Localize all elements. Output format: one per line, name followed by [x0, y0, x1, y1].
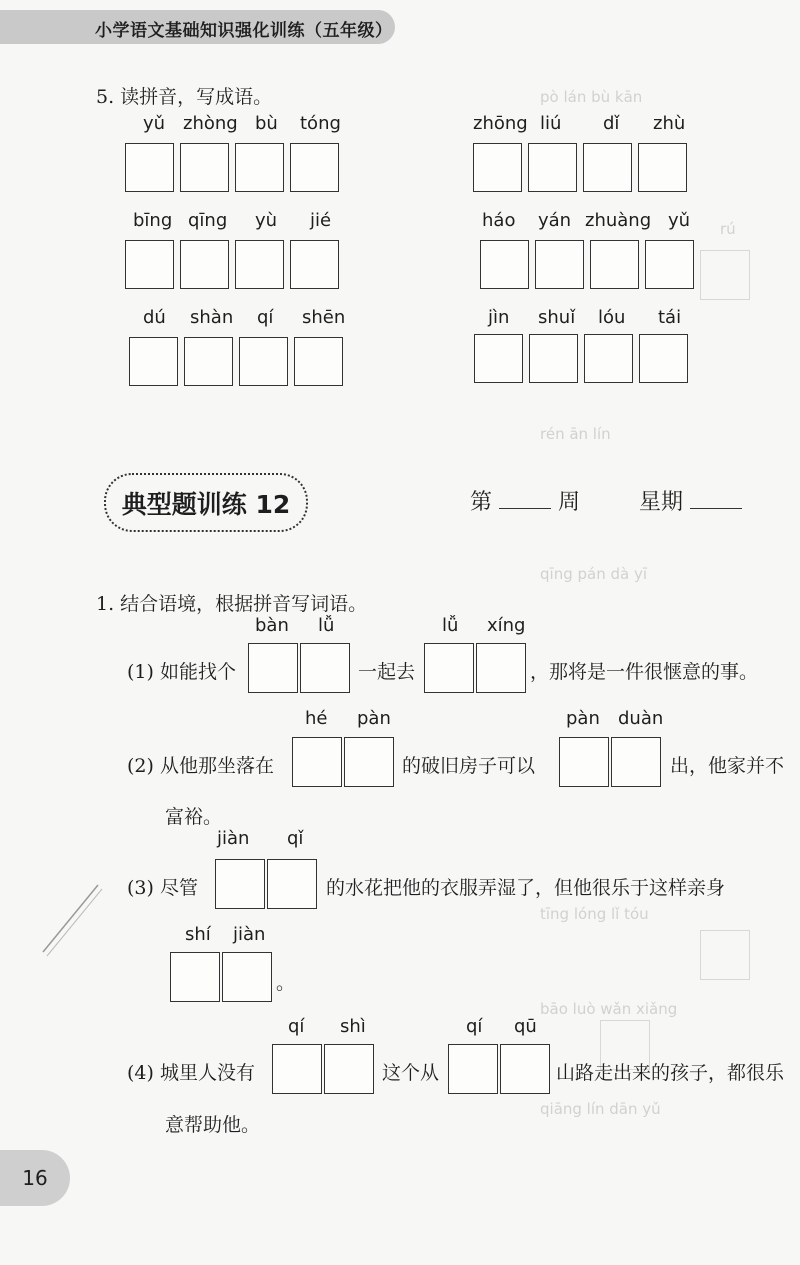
pinyin: háo: [482, 210, 516, 231]
answer-box[interactable]: [473, 143, 522, 192]
sentence-text: 。: [276, 972, 296, 994]
pinyin: zhōng: [473, 113, 528, 134]
pinyin: bù: [255, 113, 278, 134]
sentence-text: ，那将是一件很惬意的事。: [530, 661, 759, 683]
answer-box[interactable]: [528, 143, 577, 192]
word-answer-boxes: [292, 737, 396, 787]
pinyin: dú: [143, 307, 166, 328]
pinyin: qí: [257, 307, 274, 328]
answer-box[interactable]: [235, 143, 284, 192]
week-suffix: 周: [558, 490, 581, 515]
question-5-title: 5. 读拼音，写成语。: [96, 86, 273, 108]
pinyin: qí: [288, 1016, 305, 1037]
bleed-through: bāo luò wǎn xiǎng: [540, 1000, 678, 1018]
pencil-mark: [38, 880, 108, 960]
answer-box[interactable]: [215, 859, 265, 909]
question-1-title: 1. 结合语境，根据拼音写词语。: [96, 593, 368, 615]
word-answer-boxes: [424, 643, 528, 693]
section-title-badge: [104, 473, 308, 532]
answer-box[interactable]: [590, 240, 639, 289]
sentence-text: 山路走出来的孩子，都很乐: [556, 1062, 785, 1084]
answer-box[interactable]: [125, 240, 174, 289]
answer-box[interactable]: [184, 337, 233, 386]
answer-box[interactable]: [235, 240, 284, 289]
pinyin: tái: [658, 307, 682, 328]
answer-box[interactable]: [611, 737, 661, 787]
sentence-text: 的破旧房子可以: [402, 755, 536, 777]
pinyin: bīng: [133, 210, 173, 231]
pinyin: lóu: [598, 307, 626, 328]
idiom-answer-grid: [125, 240, 345, 289]
answer-box[interactable]: [535, 240, 584, 289]
weekday-label: 星期: [639, 490, 684, 515]
pinyin: qīng: [188, 210, 228, 231]
answer-box[interactable]: [125, 143, 174, 192]
section-title: 典型题训练 12: [121, 489, 291, 519]
sentence-4: [127, 1058, 255, 1085]
answer-box[interactable]: [639, 334, 688, 383]
sentence-number: (4): [127, 1062, 154, 1084]
answer-box[interactable]: [290, 240, 339, 289]
idiom-answer-grid: [473, 143, 693, 192]
pinyin: jié: [310, 210, 332, 231]
pinyin: shàn: [190, 307, 234, 328]
answer-box[interactable]: [292, 737, 342, 787]
pinyin: yán: [538, 210, 572, 231]
pinyin: tóng: [300, 113, 341, 134]
pinyin: jiàn: [233, 924, 266, 945]
sentence-text: 城里人没有: [159, 1062, 255, 1084]
pinyin: qū: [514, 1016, 537, 1037]
answer-box[interactable]: [170, 952, 220, 1002]
sentence-number: (2): [127, 755, 154, 777]
pinyin: zhuàng: [585, 210, 652, 231]
answer-box[interactable]: [248, 643, 298, 693]
answer-box[interactable]: [222, 952, 272, 1002]
word-answer-boxes: [559, 737, 663, 787]
answer-box[interactable]: [559, 737, 609, 787]
answer-box[interactable]: [500, 1044, 550, 1094]
word-answer-boxes: [215, 859, 319, 909]
answer-box[interactable]: [290, 143, 339, 192]
pinyin: yǔ: [668, 210, 691, 231]
sentence-text: 如能找个: [159, 661, 236, 683]
sentence-text: 意帮助他。: [165, 1114, 261, 1136]
sentence-text: 尽管: [159, 877, 198, 899]
pinyin: jìn: [488, 307, 510, 328]
idiom-answer-grid: [129, 337, 349, 386]
week-number-blank[interactable]: [499, 490, 551, 509]
answer-box[interactable]: [584, 334, 633, 383]
pinyin: lǚ: [318, 615, 335, 636]
answer-box[interactable]: [424, 643, 474, 693]
page-header-title: 小学语文基础知识强化训练（五年级）: [95, 21, 393, 41]
week-day-line: [470, 485, 742, 516]
pinyin: jiàn: [217, 828, 250, 849]
sentence-text: 从他那坐落在: [159, 755, 274, 777]
word-answer-boxes: [248, 643, 352, 693]
pinyin: pàn: [357, 708, 391, 729]
sentence-text: 的水花把他的衣服弄湿了，但他很乐于这样亲身: [326, 877, 726, 899]
bleed-through: tīng lóng lǐ tóu: [540, 905, 649, 923]
pinyin: shì: [340, 1016, 366, 1037]
answer-box[interactable]: [638, 143, 687, 192]
pinyin: liú: [540, 113, 562, 134]
answer-box[interactable]: [645, 240, 694, 289]
bleed-through: qiāng lín dān yǔ: [540, 1100, 661, 1118]
bleed-through: qīng pán dà yī: [540, 565, 647, 583]
pinyin: zhù: [653, 113, 686, 134]
pinyin: shí: [185, 924, 211, 945]
answer-box[interactable]: [180, 143, 229, 192]
pinyin: shuǐ: [538, 307, 576, 328]
pinyin: dǐ: [603, 113, 620, 134]
sentence-text: 一起去: [358, 661, 416, 683]
pinyin: bàn: [255, 615, 289, 636]
idiom-answer-grid: [480, 240, 700, 289]
answer-box[interactable]: [129, 337, 178, 386]
answer-box[interactable]: [300, 643, 350, 693]
answer-box[interactable]: [272, 1044, 322, 1094]
pinyin: lǚ: [442, 615, 459, 636]
answer-box[interactable]: [267, 859, 317, 909]
pinyin: duàn: [618, 708, 664, 729]
sentence-number: (1): [127, 661, 154, 683]
answer-box[interactable]: [324, 1044, 374, 1094]
answer-box[interactable]: [180, 240, 229, 289]
answer-box[interactable]: [529, 334, 578, 383]
answer-box[interactable]: [583, 143, 632, 192]
pinyin: yù: [255, 210, 278, 231]
page-number: 16: [0, 1150, 70, 1206]
bleed-through: rén ān lín: [540, 425, 611, 443]
pinyin: xíng: [487, 615, 526, 636]
week-prefix: 第: [470, 490, 493, 515]
sentence-2: [127, 751, 274, 778]
answer-box[interactable]: [476, 643, 526, 693]
sentence-1: [127, 657, 236, 684]
word-answer-boxes: [448, 1044, 552, 1094]
idiom-answer-grid: [125, 143, 345, 192]
pinyin: hé: [305, 708, 328, 729]
pinyin: qǐ: [287, 828, 304, 849]
bleed-through: [700, 930, 750, 980]
sentence-text: 这个从: [382, 1062, 440, 1084]
pinyin: yǔ: [143, 113, 166, 134]
pinyin: qí: [466, 1016, 483, 1037]
answer-box[interactable]: [474, 334, 523, 383]
pinyin: pàn: [566, 708, 600, 729]
sentence-text: 富裕。: [165, 806, 223, 828]
sentence-3: [127, 873, 198, 900]
bleed-through: [700, 250, 750, 300]
bleed-through: pò lán bù kān: [540, 88, 643, 106]
pinyin: shēn: [302, 307, 346, 328]
bleed-through: rú: [720, 220, 736, 238]
word-answer-boxes: [272, 1044, 376, 1094]
answer-box[interactable]: [294, 337, 343, 386]
answer-box[interactable]: [239, 337, 288, 386]
pinyin: zhòng: [183, 113, 238, 134]
weekday-blank[interactable]: [690, 490, 742, 509]
answer-box[interactable]: [480, 240, 529, 289]
sentence-number: (3): [127, 877, 154, 899]
idiom-answer-grid: [474, 334, 694, 383]
word-answer-boxes: [170, 952, 274, 1002]
answer-box[interactable]: [448, 1044, 498, 1094]
sentence-text: 出，他家并不: [670, 755, 785, 777]
answer-box[interactable]: [344, 737, 394, 787]
